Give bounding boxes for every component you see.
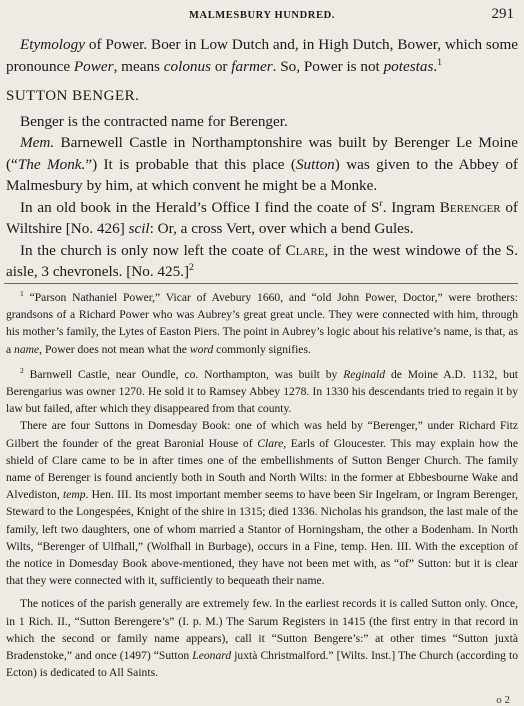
section-title: SUTTON BENGER.: [6, 88, 140, 104]
text-span: .: [433, 57, 438, 75]
running-head: [0, 6, 524, 26]
emphasis: word: [189, 342, 214, 356]
footnote-1: [6, 289, 518, 358]
heralds-office-paragraph: [6, 197, 518, 240]
text-span: , in the west windowe of the S. aisle, 3 chevronels. [No. 425.]: [6, 241, 518, 280]
footnote-marker: 1: [20, 289, 24, 299]
emphasis: Clare: [257, 436, 284, 450]
emphasis: Power: [73, 57, 114, 75]
footnote-2: [6, 366, 518, 418]
text-span: “Parson Nathaniel Power,” Vicar of Avebury 1660, and “old John Power, Doctor,” were brothers: grandsons of a Richard Power who was Aubrey’s great great uncle. They were connected with him, through his mother’s family, the Lytes of Easton Piers. The point in Aubrey’s logic about his relative’s name, is that, as a: [6, 291, 518, 356]
running-title: MALMESBURY HUNDRED.: [189, 10, 335, 21]
text-span: , Power does not mean what the: [39, 342, 190, 356]
emphasis: name: [14, 342, 40, 356]
small-caps-name: Berenger: [439, 198, 501, 216]
footnote-ref: 1: [437, 56, 443, 68]
emphasis: colonus: [163, 57, 212, 75]
small-caps-name: Clare: [285, 241, 325, 259]
text-span: de Moine A.D. 1132, but Berengarius was owner 1270. He sold it to Ramsey Abbey 1278. In 1330 his descendants tried to regain it by law but failed, after which they disappeared from that county.: [6, 367, 518, 416]
text-span: commonly signifies.: [213, 342, 311, 356]
text-span: . So, Power is not: [272, 57, 384, 75]
text-span: , Earls of Gloucester. This may explain how the shield of Clare came to be in after times one of the embellishments of Sutton Benger Church. The family name of Berenger is found anciently both in South and North Wilts: in the former at Ebbesbourne Wake and Alvediston,: [6, 436, 518, 502]
text-span: . Hen. III. Its most important member seems to have been Sir Ingelram, or Ingram Berenger, Steward to the Longespées, Knight of the shire in 1315; died 1336. Nicholas his grandson, the last male of the family, left two daughters, one of whom married a Stantor of Horningsham, the other a Bodenham. In North Wilts, “Berenger of Ulfhall,” (Wolfhall in Burbage), occurs in a Fine, temp. Hen. III. With the exception of the notice in Domesday Book above-mentioned, they have not been met with, as “of” Sutton: but it is clear that they were connected with it, sufficiently to bequeath their name.: [6, 488, 518, 588]
text-span: ”) It is probable that this place (: [85, 155, 296, 173]
page-number: 291: [491, 6, 514, 22]
emphasis: scil: [128, 220, 150, 237]
text-span: of Power. Boer in Low Dutch and, in High Dutch, Bower, which some pronounce: [6, 36, 518, 75]
footnotes: [6, 289, 518, 681]
text-span: or: [211, 57, 232, 75]
footnote-ref: 2: [189, 261, 194, 273]
emphasis: Leonard: [192, 649, 232, 663]
memorandum-label: Mem.: [20, 134, 55, 151]
text-span: juxtà Christmalford.” [Wilts. Inst.] The Church (according to Ecton) is dedicated to All Saints.: [6, 649, 518, 680]
memorandum-paragraph: [6, 132, 518, 197]
text-span: Barnewell Castle in Northamptonshire was built by Berenger Le Moine (“: [6, 134, 518, 173]
text-span: . Ingram: [382, 198, 440, 216]
contracted-name-paragraph: Benger is the contracted name for Berenger.: [20, 112, 288, 130]
signature-mark: o 2: [496, 694, 510, 706]
text-span: of Wiltshire [No. 426]: [6, 198, 518, 237]
text-span: In an old book in the Herald’s Office I find the coate of S: [20, 198, 380, 216]
etymology-term: Etymology: [20, 36, 85, 53]
footnote-divider: [4, 283, 518, 284]
emphasis: farmer: [231, 57, 273, 75]
text-span: : Or, a cross Vert, over which a bend Gules.: [149, 220, 414, 237]
footnote-2-suttons: [6, 417, 518, 589]
emphasis: Reginald: [343, 367, 386, 381]
emphasis: potestas: [383, 57, 434, 75]
text-span: ) was given to the Abbey of Malmesbury by him, at which convent he might be a Monke.: [6, 155, 518, 194]
footnote-marker: 2: [20, 365, 24, 375]
text-span: , means: [113, 57, 164, 75]
emphasis: The Monk.: [17, 155, 86, 173]
emphasis: Sutton: [295, 155, 335, 173]
church-paragraph: [6, 240, 518, 283]
superscript: r: [379, 197, 383, 209]
emphasis: temp: [63, 488, 86, 502]
text-span: There are four Suttons in Domesday Book: one of which was held by “Berenger,” under Richard Fitz Gilbert the founder of the great Baronial House of: [6, 419, 518, 450]
text-span: The notices of the parish generally are extremely few. In the earliest records it is called Sutton only. Once, in 1 Rich. II., “Sutton Berengere’s” (I. p. M.) The Sarum Registers in 1415 (the first entry in that record in which the second or family name appears), call it “Sutton Bengere’s:” at other times “Sutton juxtà Bradenstoke,” and once (1497) “Sutton: [6, 597, 518, 663]
footnote-2-parish: [6, 595, 518, 681]
etymology-paragraph: [6, 34, 518, 77]
main-text: [6, 34, 518, 283]
text-span: In the church is only now left the coate of: [20, 241, 286, 259]
text-span: Barnwell Castle, near Oundle, co. Northampton, was built by: [23, 367, 344, 381]
